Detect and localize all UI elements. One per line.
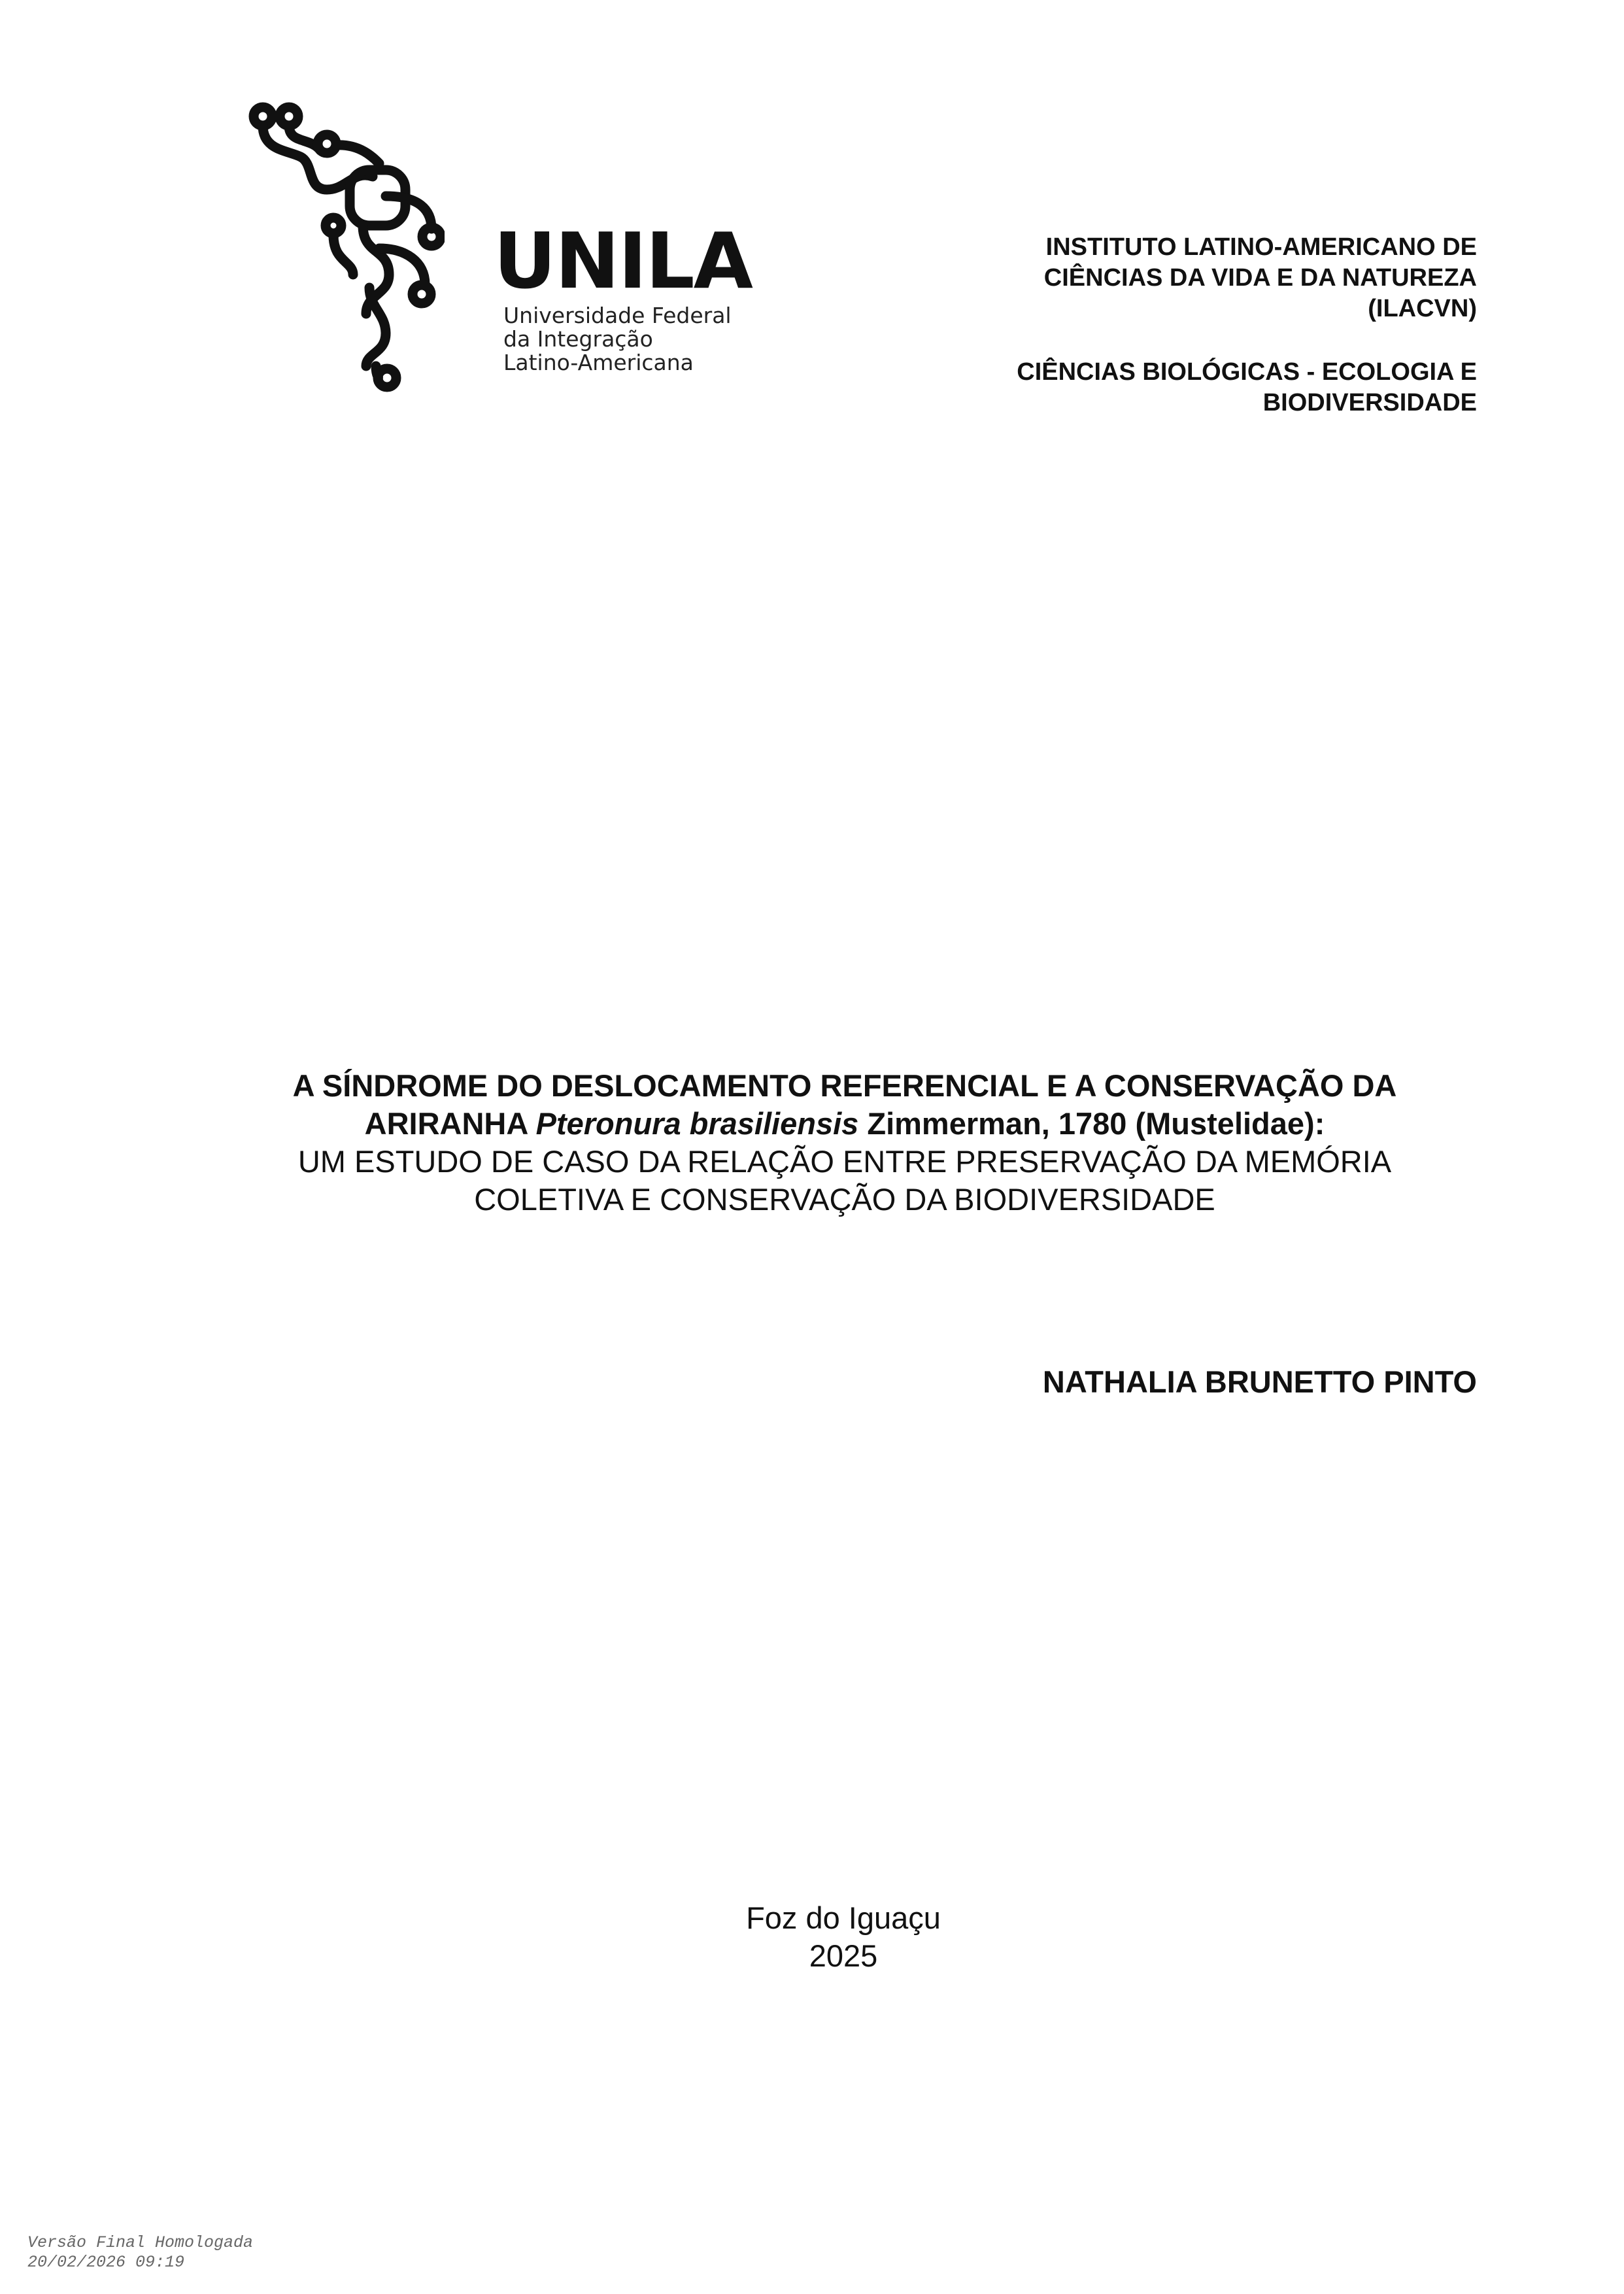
logo-subtitle-line: Universidade Federal bbox=[503, 303, 732, 328]
institute-name-line: INSTITUTO LATINO-AMERICANO DE bbox=[1045, 233, 1477, 261]
university-logo bbox=[248, 98, 752, 399]
thesis-title bbox=[196, 1067, 1493, 1219]
subtitle-line: COLETIVA E CONSERVAÇÃO DA BIODIVERSIDADE bbox=[474, 1182, 1215, 1217]
course-name-line: BIODIVERSIDADE bbox=[1262, 389, 1477, 416]
title-line bbox=[196, 1105, 1493, 1143]
institute-header bbox=[888, 232, 1477, 418]
logo-subtitle-line: Latino-Americana bbox=[503, 350, 694, 375]
city: Foz do Iguaçu bbox=[746, 1900, 941, 1935]
author-name: NATHALIA BRUNETTO PINTO bbox=[1042, 1364, 1477, 1399]
version-stamp bbox=[27, 2233, 253, 2272]
subtitle-line: UM ESTUDO DE CASO DA RELAÇÃO ENTRE PRESERVAÇÃO DA MEMÓRIA bbox=[297, 1144, 1392, 1179]
unila-logo-mark-icon bbox=[248, 98, 445, 392]
course-name-line: CIÊNCIAS BIOLÓGICAS - ECOLOGIA E bbox=[1017, 358, 1477, 386]
stamp-line: Versão Final Homologada bbox=[27, 2233, 254, 2252]
year: 2025 bbox=[809, 1938, 878, 1973]
logo-subtitle bbox=[503, 304, 732, 375]
title-segment: Zimmerman, 1780 (Mustelidae): bbox=[858, 1106, 1325, 1141]
institute-name-line: CIÊNCIAS DA VIDA E DA NATUREZA bbox=[1043, 264, 1477, 292]
title-segment: ARIRANHA bbox=[364, 1106, 536, 1141]
logo-subtitle-line: da Integração bbox=[503, 326, 653, 352]
stamp-timestamp: 20/02/2026 09:19 bbox=[27, 2253, 185, 2272]
species-name: Pteronura brasiliensis bbox=[535, 1106, 859, 1141]
title-line: A SÍNDROME DO DESLOCAMENTO REFERENCIAL E A CONSERVAÇÃO DA bbox=[292, 1068, 1397, 1103]
logo-wordmark: UNILA bbox=[494, 216, 752, 306]
institute-name-line: (ILACVN) bbox=[1368, 295, 1477, 322]
place-and-year bbox=[0, 1899, 1624, 1975]
